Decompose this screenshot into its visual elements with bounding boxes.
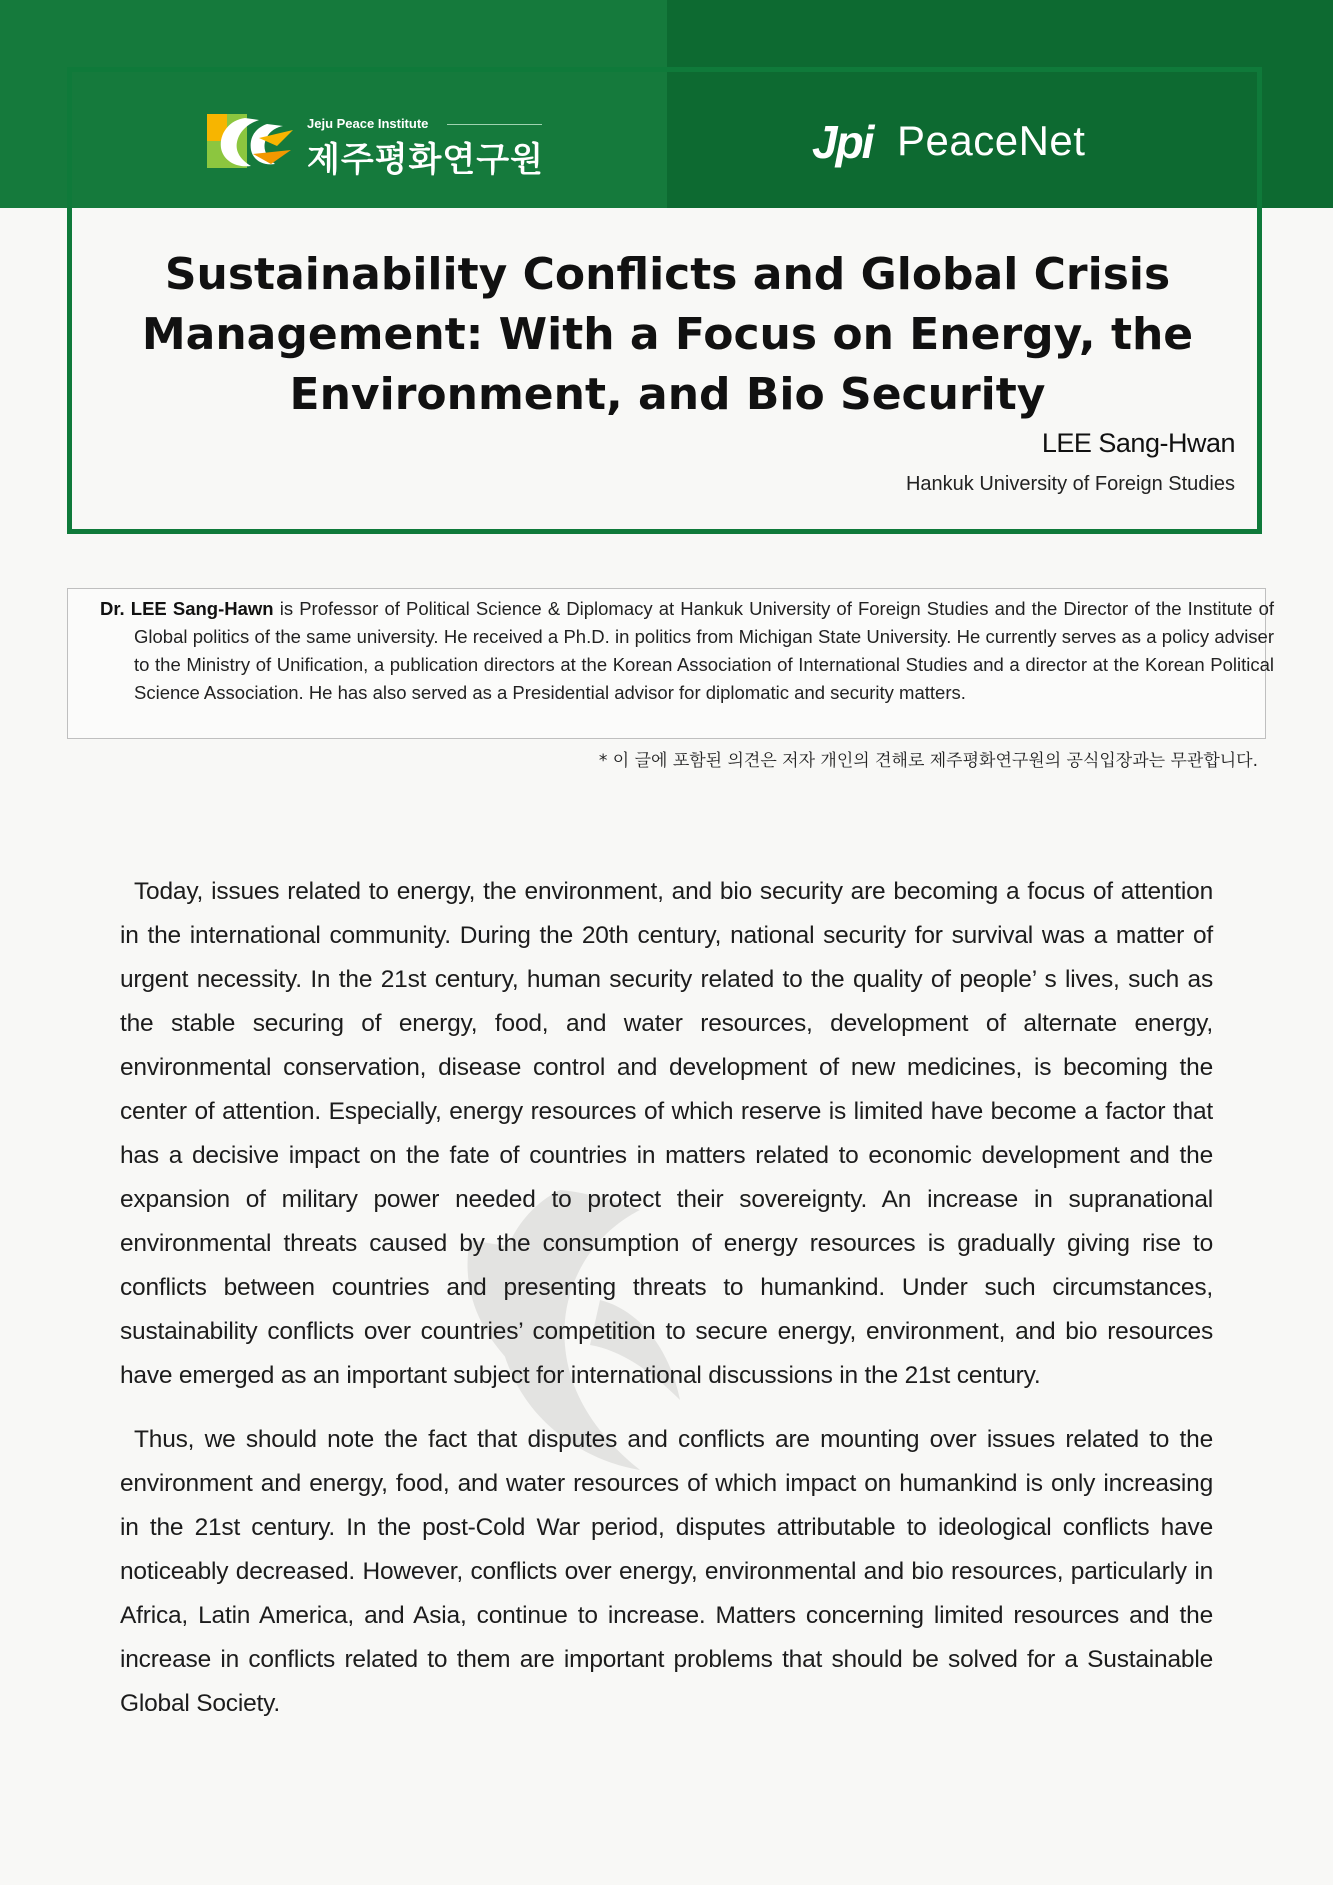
paragraph: Thus, we should note the fact that disputes and conflicts are mounting over issues related to the environment and energy, food, and water resources of which impact on humankind is only increasing in the 21st century. In the post-Cold War period, disputes attributable to ideological conflicts have noticeably decreased. However, conflicts over energy, environmental and bio resources, particularly in Africa, Latin America, and Asia, continue to increase. Matters concerning limited resources and the increase in conflicts related to them are important problems that should be solved for a Sustainable Global Society. (120, 1426, 1213, 1717)
bio-text: is Professor of Political Science & Diplomacy at Hankuk University of Foreign Studies and the Director of the Institute of Global politics of the same university. He received a Ph.D. in politics from Michigan State University. He currently serves as a policy adviser to the Ministry of Unification, a publication directors at the Korean Association of International Studies and a director at the Korean Political Science Association. He has also served as a Presidential advisor for diplomatic and security matters. (134, 598, 1274, 703)
peacenet-jpi-mark: Jpi (812, 116, 873, 168)
article-title: Sustainability Conflicts and Global Crisis Management: With a Focus on Energy, the Environment, and Bio Security (141, 249, 1194, 420)
bird-mark-icon (207, 110, 295, 170)
disclaimer: * 이 글에 포함된 의견은 저자 개인의 견해로 제주평화연구원의 공식입장과는 무관합니다. (598, 751, 1258, 771)
jpi-peacenet-logo (812, 115, 1122, 175)
peacenet-name: PeaceNet (897, 117, 1086, 164)
paragraph: Today, issues related to energy, the environment, and bio security are becoming a focus of attention in the international community. During the 20th century, national security for survival was a matter of urgent necessity. In the 21st century, human security related to the quality of people’ s lives, such as the stable securing of energy, food, and water resources, development of alternate energy, environmental conservation, disease control and development of new medicines, is becoming the center of attention. Especially, energy resources of which reserve is limited have become a factor that has a decisive impact on the fate of countries in matters related to economic development and the expansion of military power needed to protect their sovereignty. An increase in supranational environmental threats caused by the consumption of energy resources is gradually giving rise to conflicts between countries and presenting threats to humankind. Under such circumstances, sustainability conflicts over countries’ competition to secure energy, environment, and bio resources have emerged as an important subject for international discussions in the 21st century. (120, 878, 1213, 1389)
article-body (120, 870, 1213, 1746)
bio-name: Dr. LEE Sang-Hawn (100, 598, 274, 619)
logo-english-text: Jeju Peace Institute (307, 116, 429, 131)
author-affiliation: Hankuk University of Foreign Studies (905, 473, 1235, 495)
jeju-peace-institute-logo (207, 108, 547, 179)
author-name: LEE Sang-Hwan (1041, 428, 1235, 458)
logo-divider (447, 124, 542, 125)
logo-korean-text: 제주평화연구원 (307, 141, 544, 179)
author-bio (100, 595, 1274, 707)
